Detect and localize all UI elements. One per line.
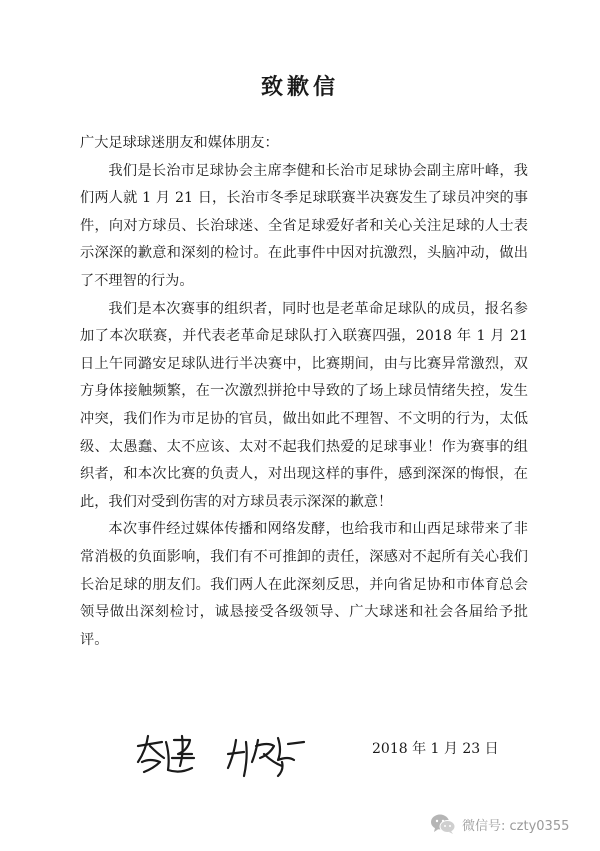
salutation: 广大足球球迷朋友和媒体朋友：	[80, 135, 279, 151]
signature-drawing	[132, 732, 322, 780]
wechat-icon	[430, 813, 456, 835]
watermark-text: 微信号: czty0355	[462, 818, 570, 834]
paragraph-1: 我们是长治市足球协会主席李健和长治市足球协会副主席叶峰，我们两人就 1 月 21 日，长治市冬季足球联赛半决赛发生了球员冲突的事件，向对方球员、长治球迷、全省足球爱好者和关心关注足球的人士表示深深的歉意和深刻的检讨。在此事件中因对抗激烈，头脑冲动，做出了不理智的行为。	[80, 162, 528, 289]
letter-body	[80, 130, 528, 654]
wechat-watermark	[430, 812, 569, 836]
paragraph-3: 本次事件经过媒体传播和网络发酵，也给我市和山西足球带来了非常消极的负面影响，我们有不可推卸的责任，深感对不起所有关心我们长治足球的朋友们。我们两人在此深刻反思，并向省足协和市体育总会领导做出深刻检讨，诚恳接受各级领导、广大球迷和社会各届给予批评。	[80, 521, 528, 648]
letter-title: 致歉信	[260, 74, 339, 100]
letter-date: 2018 年 1 月 23 日	[372, 741, 499, 757]
paragraph-2: 我们是本次赛事的组织者，同时也是老革命足球队的成员，报名参加了本次联赛，并代表老革命足球队打入联赛四强，2018 年 1 月 21 日上午同潞安足球队进行半决赛中，比赛期间，由与比赛异常激烈，双方身体接触频繁，在一次激烈拼抢中导致的了场上球员情绪失控，发生冲突，我们作为市足协的官员，做出如此不理智、不文明的行为，太低级、太愚蠢、太不应该、太对不起我们热爱的足球事业！作为赛事的组织者，和本次比赛的负责人，对出现这样的事件，感到深深的悔恨，在此，我们对受到伤害的对方球员表示深深的歉意！	[80, 300, 528, 510]
handwritten-signatures	[132, 732, 322, 780]
